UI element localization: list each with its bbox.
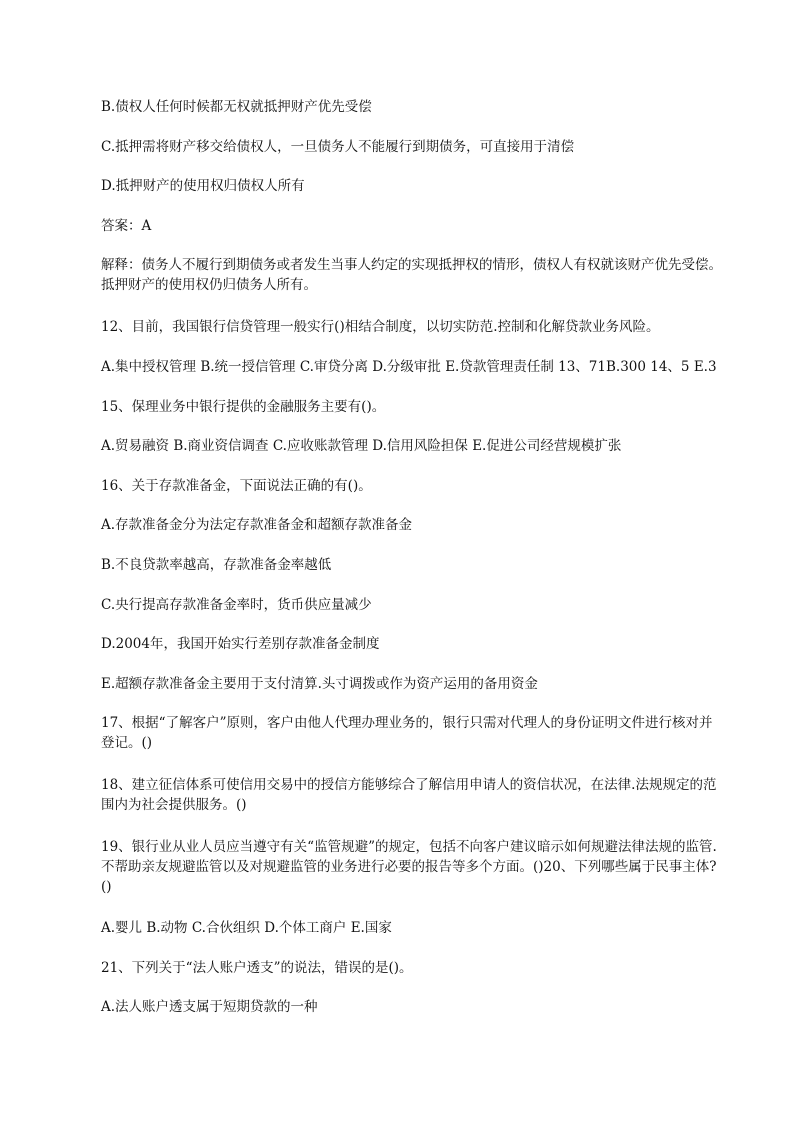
question-16-option-b: B.不良贷款率越高，存款准备金率越低 — [101, 557, 332, 573]
question-21-option-a: A.法人账户透支属于短期贷款的一种 — [101, 999, 318, 1015]
question-16: 16、关于存款准备金，下面说法正确的有()。 — [101, 478, 372, 494]
option-c-line: C.抵押需将财产移交给债权人，一旦债务人不能履行到期债务，可直接用于清偿 — [101, 139, 575, 155]
question-16-option-d: D.2004年，我国开始实行差别存款准备金制度 — [101, 636, 380, 652]
question-12-options: A.集中授权管理 B.统一授信管理 C.审贷分离 D.分级审批 E.贷款管理责任制 13、71B.300 14、5 E.3 — [101, 359, 717, 375]
question-16-option-a: A.存款准备金分为法定存款准备金和超额存款准备金 — [101, 517, 413, 533]
option-b-line: B.债权人任何时候都无权就抵押财产优先受偿 — [101, 99, 372, 115]
question-17: 17、根据“了解客户”原则，客户由他人代理办理业务的，银行只需对代理人的身份证明文件进行核对并登记。() — [101, 715, 713, 751]
question-16-option-e: E.超额存款准备金主要用于支付清算.头寸调拨或作为资产运用的备用资金 — [101, 676, 538, 692]
question-12: 12、目前，我国银行信贷管理一般实行()相结合制度，以切实防范.控制和化解贷款业务风险。 — [101, 319, 660, 335]
answer-line: 答案：A — [101, 218, 152, 234]
question-21: 21、下列关于“法人账户透支”的说法，错误的是()。 — [101, 960, 413, 976]
question-18: 18、建立征信体系可使信用交易中的授信方能够综合了解信用申请人的资信状况，在法律.法规规定的范围内为社会提供服务。() — [101, 777, 717, 813]
question-15-options: A.贸易融资 B.商业资信调查 C.应收账款管理 D.信用风险担保 E.促进公司经营规模扩张 — [101, 438, 622, 454]
explanation-paragraph: 解释：债务人不履行到期债务或者发生当事人约定的实现抵押权的情形，债权人有权就该财产优先受偿。抵押财产的使用权仍归债务人所有。 — [101, 257, 722, 293]
question-19-20: 19、银行业从业人员应当遵守有关“监管规避”的规定，包括不向客户建议暗示如何规避法律法规的监管.不帮助亲友规避监管以及对规避监管的业务进行必要的报告等多个方面。()20、下列哪些属于民事主体?() — [101, 839, 717, 895]
question-16-option-c: C.央行提高存款准备金率时，货币供应量减少 — [101, 597, 372, 613]
option-d-line: D.抵押财产的使用权归债权人所有 — [101, 178, 305, 194]
question-20-options: A.婴儿 B.动物 C.合伙组织 D.个体工商户 E.国家 — [101, 920, 392, 936]
question-15: 15、保理业务中银行提供的金融服务主要有()。 — [101, 399, 386, 415]
